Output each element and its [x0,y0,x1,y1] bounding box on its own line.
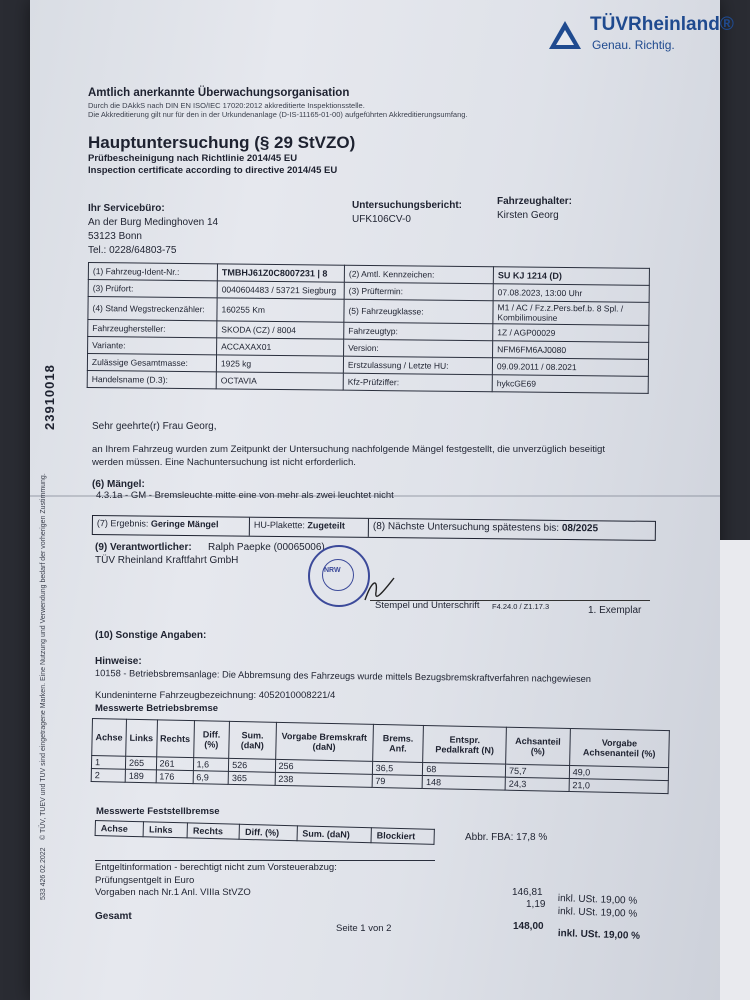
cell: 526 [229,758,276,772]
cell-value: 1925 kg [216,355,343,373]
logo-name: TÜVRheinland® [590,14,734,35]
org-title: Amtlich anerkannte Überwachungsorganisation [88,87,350,99]
next-inspection-cell [369,519,602,539]
total-label: Gesamt [95,911,132,922]
col-header: Rechts [187,823,240,839]
result-value: Geringe Mängel [150,518,219,530]
vehicle-table [87,262,650,394]
hint-line: 10158 - Betriebsbremsanlage: Die Abbremsung des Fahrzeugs wurde mittels Bezugsbremskraftverfahren nachgewiesen [94,668,592,685]
col-header: Achsanteil (%) [506,727,570,765]
tuev-logo-icon [548,20,582,50]
col-header: Sum. (daN) [297,826,372,843]
col-header: Diff. (%) [193,721,229,759]
cell: 238 [275,772,372,787]
fee-amount-2: 1,19 [526,899,546,910]
cell-value: 07.08.2023, 13:00 Uhr [493,284,649,303]
cell-label: (5) Fahrzeugklasse: [344,299,493,324]
service-line-1: An der Burg Medinghoven 14 [88,217,219,228]
cell-value: 160255 Km [217,298,344,322]
cell-value: NFM6FM6AJ0080 [493,341,649,360]
cell-label: Kfz-Prüfziffer: [343,373,492,392]
cell-value: TMBHJ61Z0C8007231 | 8 [217,264,344,282]
fee-tax-2: inkl. USt. 19,00 % [557,906,638,920]
cell: 261 [156,757,193,771]
internal-designation: Kundeninterne Fahrzeugbezeichnung: 4052010008221/4 [95,690,336,701]
page-number: Seite 1 von 2 [336,923,392,934]
col-header: Brems. Anf. [372,724,423,762]
copy-label: 1. Exemplar [588,605,642,616]
col-header: Achse [95,821,144,837]
total-tax: inkl. USt. 19,00 % [557,928,641,942]
service-brake-table [91,718,670,794]
report-value: UFK106CV-0 [352,214,411,225]
total-amount: 148,00 [513,921,544,932]
cell-label: (1) Fahrzeug-Ident-Nr.: [88,263,217,281]
service-line-2: 53123 Bonn [88,231,142,242]
result-label: (7) Ergebnis: [96,518,149,529]
cell: 24,3 [505,777,569,791]
cell-label: (2) Amtl. Kennzeichen: [344,265,493,284]
cell: 6,9 [193,771,229,785]
margin-number: 23910018 [42,364,57,430]
cell: 148 [422,775,505,790]
other-label: (10) Sonstige Angaben: [95,630,207,641]
fee-amount-1: 146,81 [512,887,543,898]
cell: 21,0 [569,779,669,794]
fee-tax-1: inkl. USt. 19,00 % [557,893,638,907]
greeting: Sehr geehrte(r) Frau Georg, [92,421,217,432]
subtitle-de: Prüfbescheinigung nach Richtlinie 2014/45 EU [88,153,298,164]
responsible-label: (9) Verantwortlicher: [95,542,192,553]
col-header: Links [143,822,187,838]
divider [95,860,435,861]
background-object [720,540,750,1000]
parking-brake-title: Messwerte Feststellbremse [96,806,220,817]
stamp-inner-ring [322,559,354,591]
col-header: Vorgabe Achsenanteil (%) [569,729,669,768]
cell: 79 [372,774,423,788]
plakette-value: Zugeteilt [307,520,346,531]
owner-value: Kirsten Georg [497,210,559,221]
stamp-text: NRW [324,567,341,574]
cell-value: 1Z / AGP00029 [493,324,649,343]
cell-label: Zulässige Gesamtmasse: [87,354,216,372]
cell: 256 [275,759,372,774]
responsible-name: Ralph Paepke (00065006) [208,542,325,553]
cell-label: Erstzulassung / Letzte HU: [343,356,492,375]
cell: 68 [423,762,506,777]
col-header: Rechts [156,720,194,758]
next-inspection-value: 08/2025 [561,522,599,535]
cell: 36,5 [372,761,423,775]
fees-title: Entgeltinformation - berechtigt nicht zum Vorsteuerabzug: [95,862,337,873]
cell-label: (4) Stand Wegstreckenzähler: [88,297,217,321]
org-line-1: Durch die DAkkS nach DIN EN ISO/IEC 17020:2012 akkreditierte Inspektionsstelle. [88,101,365,110]
service-label: Ihr Servicebüro: [88,203,165,214]
page-title: Hauptuntersuchung (§ 29 StVZO) [88,133,356,152]
cell-value: 0040604483 / 53721 Siegburg [217,281,344,299]
cell-label: Variante: [88,337,217,355]
margin-legal-text: © TÜV, TUEV und TUV sind eingetragene Marken. Eine Nutzung und Verwendung bedarf der vorherigen Zustimmung. [40,473,47,840]
cell: 49,0 [569,766,669,781]
cell-label: Fahrzeughersteller: [88,320,217,338]
col-header: Links [126,719,157,757]
letter-line-2: werden müssen. Eine Nachuntersuchung ist nicht erforderlich. [92,457,356,468]
org-line-2: Die Akkreditierung gilt nur für den in der Urkundenanlage (D-IS-11165-01-00) aufgeführten Akkreditierungsumfang. [88,110,468,119]
cell: 176 [156,770,193,784]
cell: 189 [125,769,156,783]
margin-form-number: 533 426 02.2022 [40,847,47,900]
cell-label: Handelsname (D.3): [87,370,216,388]
fba-value: Abbr. FBA: 17,8 % [465,832,548,843]
defects-label: (6) Mängel: [92,479,145,490]
signature-label: Stempel und Unterschrift [375,600,480,611]
cell-value: hykcGE69 [492,375,648,394]
col-header: Achse [92,719,127,757]
cell-value: M1 / AC / Fz.z.Pers.bef.b. 8 Spl. / Kombilimousine [493,301,649,326]
col-header: Vorgabe Bremskraft (daN) [275,722,373,761]
hints-label: Hinweise: [95,656,142,667]
service-line-3: Tel.: 0228/64803-75 [88,245,177,256]
cell-value: ACCAXAX01 [217,338,344,356]
fees-line-2: Vorgaben nach Nr.1 Anl. VIIIa StVZO [95,887,251,898]
cell-label: Version: [344,339,493,358]
owner-label: Fahrzeughalter: [497,196,573,207]
report-label: Untersuchungsbericht: [352,200,463,211]
col-header: Blockiert [371,828,434,845]
cell-label: (3) Prüftermin: [344,282,493,301]
plakette-cell [250,518,369,537]
cell-value: SU KJ 1214 (D) [493,267,649,286]
cell-value: 09.09.2011 / 08.2021 [492,358,648,377]
col-header: Entspr. Pedalkraft (N) [423,725,507,764]
responsible-company: TÜV Rheinland Kraftfahrt GmbH [95,555,239,566]
service-brake-title: Messwerte Betriebsbremse [95,703,219,714]
col-header: Sum. (daN) [229,721,276,759]
letter-line-1: an Ihrem Fahrzeug wurden zum Zeitpunkt der Untersuchung nachfolgende Mängel festgestellt, die unverzüglich beseitigt [92,444,606,455]
cell-value: OCTAVIA [216,372,343,390]
cell: 265 [125,756,156,770]
signature-code: F4.24.0 / Z1.17.3 [492,602,550,611]
cell-value: SKODA (CZ) / 8004 [217,321,344,339]
subtitle-en: Inspection certificate according to directive 2014/45 EU [88,165,338,176]
cell: 75,7 [505,764,569,778]
cell: 2 [91,768,125,782]
next-inspection-label: (8) Nächste Untersuchung spätestens bis: [372,520,560,534]
col-header: Diff. (%) [239,824,297,840]
cell: 1,6 [193,758,229,772]
cell: 1 [91,756,125,770]
defect-item: 4.3.1a - GM - Bremsleuchte mitte eine von mehr als zwei leuchtet nicht [96,490,394,501]
cell-label: (3) Prüfort: [88,280,217,298]
plakette-label: HU-Plakette: [253,519,305,531]
fees-line-1: Prüfungsentgelt in Euro [95,875,195,886]
result-cell [93,516,250,536]
logo-tagline: Genau. Richtig. [592,38,675,52]
cell-label: Fahrzeugtyp: [344,322,493,341]
cell: 365 [228,771,275,785]
